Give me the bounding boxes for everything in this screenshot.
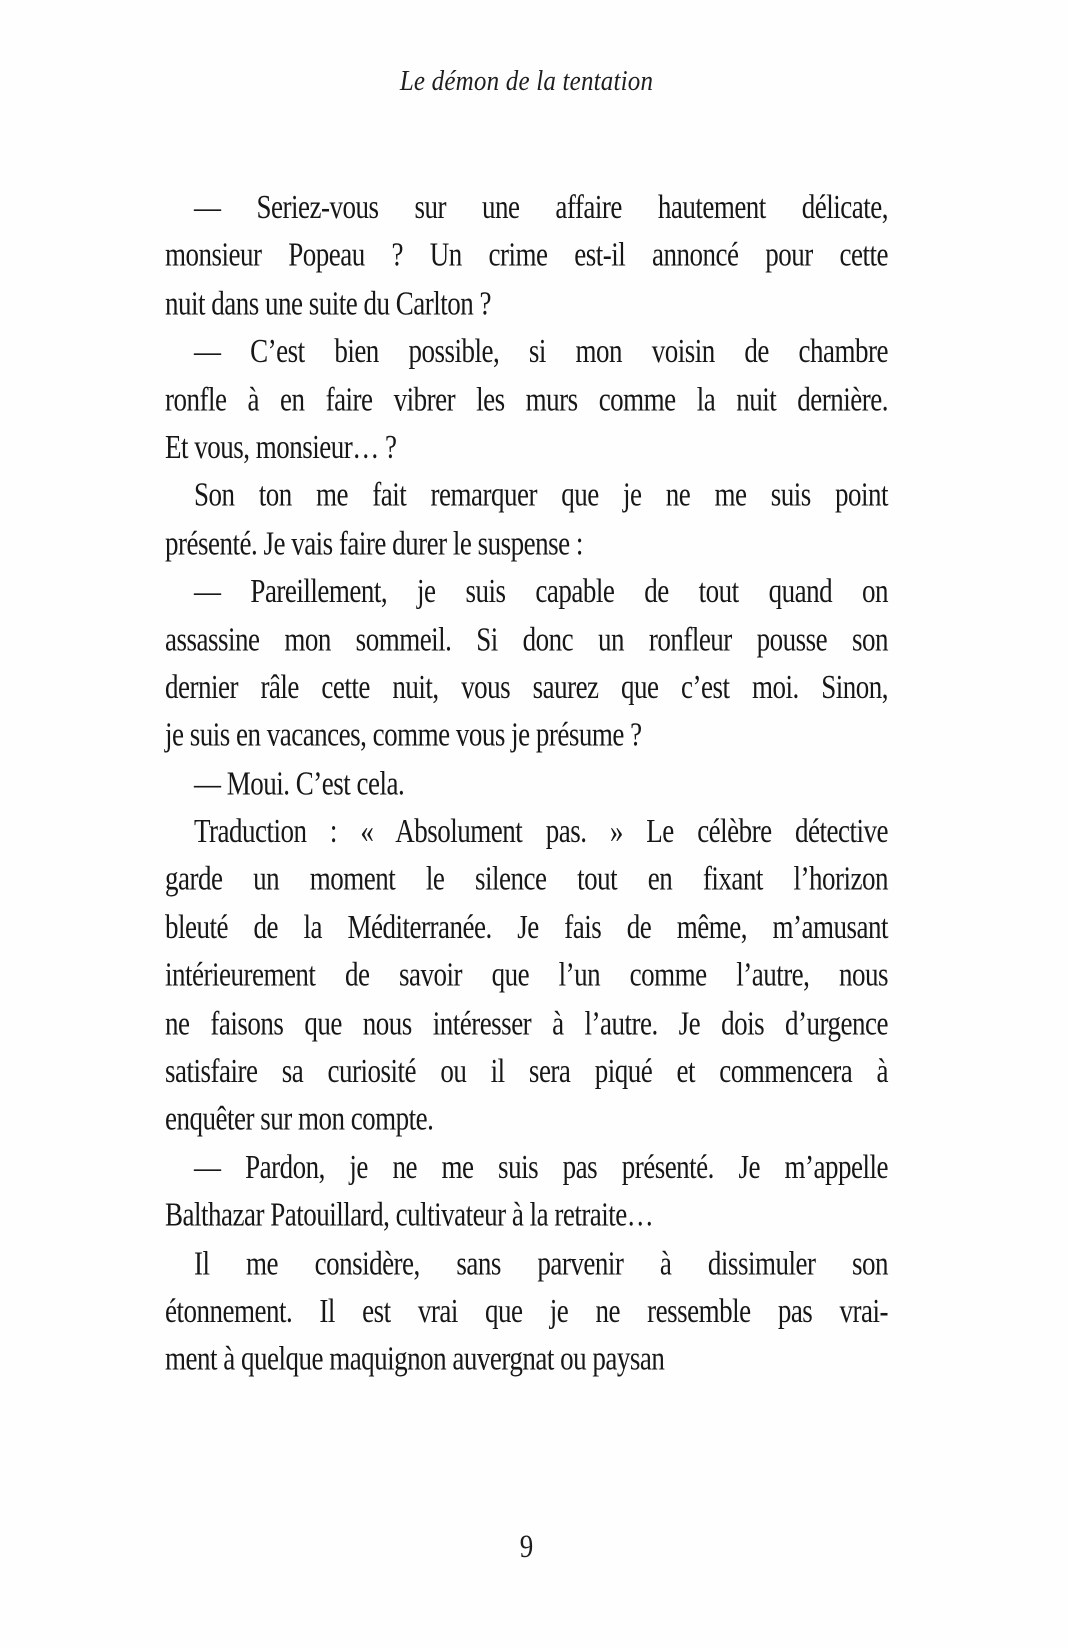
- body-text-line: — C’est bien possible, si mon voisin de chambre: [194, 331, 888, 370]
- body-text-line: bleuté de la Méditerranée. Je fais de même, m’amusant: [165, 907, 888, 946]
- body-text-line: enquêter sur mon compte.: [165, 1099, 434, 1138]
- body-text-line: monsieur Popeau ? Un crime est-il annoncé pour cette: [165, 235, 888, 274]
- page-number: 9: [519, 1528, 534, 1564]
- body-text-line: assassine mon sommeil. Si donc un ronfleur pousse son: [165, 619, 888, 658]
- running-header: Le démon de la tentation: [399, 66, 654, 98]
- body-text-line: étonnement. Il est vrai que je ne ressemble pas vrai-: [165, 1291, 888, 1330]
- body-text-line: dernier râle cette nuit, vous saurez que c’est moi. Sinon,: [165, 667, 888, 706]
- body-text-line: satisfaire sa curiosité ou il sera piqué et commencera à: [165, 1051, 888, 1090]
- body-text-line: ronfle à en faire vibrer les murs comme la nuit dernière.: [165, 379, 888, 418]
- body-text-line: je suis en vacances, comme vous je présume ?: [165, 715, 642, 754]
- body-text-line: garde un moment le silence tout en fixant l’horizon: [165, 859, 888, 898]
- body-text: [165, 183, 888, 1383]
- body-text-line: Son ton me fait remarquer que je ne me suis point: [194, 475, 888, 514]
- body-text-line: Et vous, monsieur… ?: [165, 427, 397, 466]
- body-text-line: — Seriez-vous sur une affaire hautement délicate,: [194, 188, 888, 226]
- body-text-line: — Pardon, je ne me suis pas présenté. Je m’appelle: [194, 1147, 888, 1186]
- body-text-line: présenté. Je vais faire durer le suspense :: [165, 523, 583, 562]
- body-text-line: ne faisons que nous intéresser à l’autre. Je dois d’urgence: [165, 1003, 888, 1042]
- body-text-line: Traduction : « Absolument pas. » Le célèbre détective: [194, 811, 888, 850]
- body-text-line: Il me considère, sans parvenir à dissimuler son: [194, 1243, 888, 1282]
- body-text-line: — Pareillement, je suis capable de tout quand on: [194, 571, 888, 610]
- body-text-line: intérieurement de savoir que l’un comme l’autre, nous: [165, 955, 888, 994]
- body-text-line: Balthazar Patouillard, cultivateur à la retraite…: [165, 1195, 654, 1234]
- body-text-line: ment à quelque maquignon auvergnat ou paysan: [165, 1339, 665, 1378]
- body-text-line: — Moui. C’est cela.: [194, 763, 405, 802]
- body-text-line: nuit dans une suite du Carlton ?: [165, 283, 491, 322]
